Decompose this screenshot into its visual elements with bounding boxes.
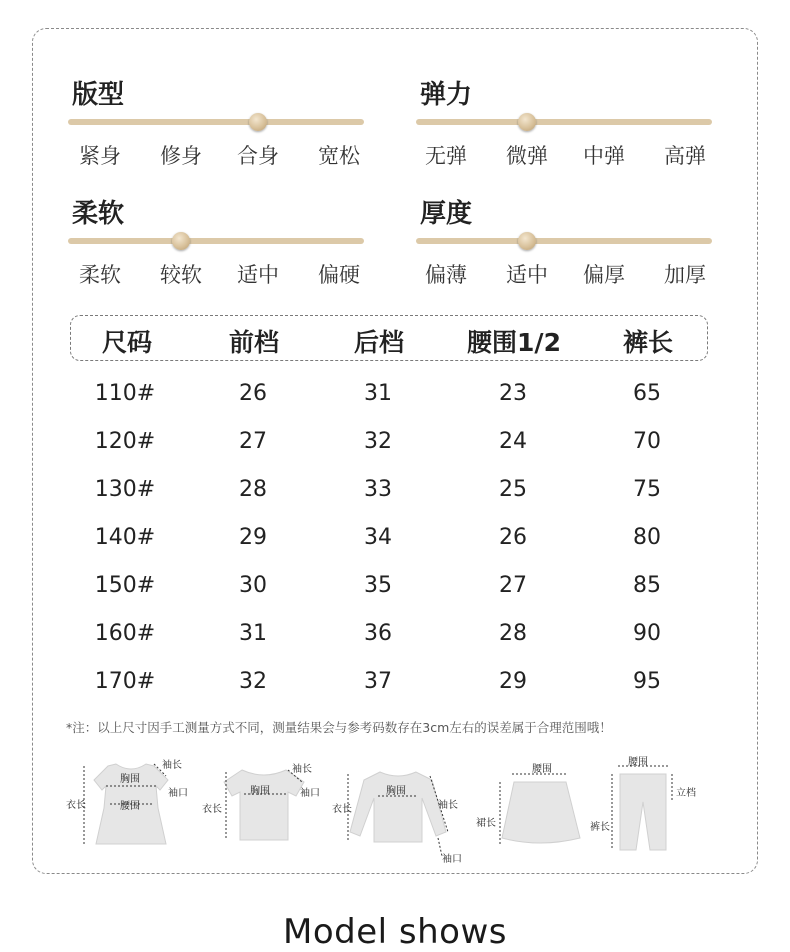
attribute-title: 厚度 bbox=[420, 199, 473, 229]
label-waist: 腰围 bbox=[532, 764, 552, 775]
attribute-option: 无弹 bbox=[425, 144, 467, 168]
attribute-title: 版型 bbox=[72, 80, 125, 110]
diagram-tshirt bbox=[200, 752, 330, 862]
header-pants-length: 裤长 bbox=[622, 328, 674, 357]
label-chest: 胸围 bbox=[386, 786, 406, 797]
attribute-option: 适中 bbox=[506, 263, 548, 287]
cell-size: 140# bbox=[94, 525, 156, 550]
attribute-option: 合身 bbox=[237, 144, 279, 168]
cell-pants-length: 90 bbox=[633, 621, 661, 646]
header-back-rise: 后档 bbox=[353, 328, 405, 357]
attribute-indicator bbox=[518, 113, 536, 131]
cell-size: 170# bbox=[94, 669, 156, 694]
cell-half-waist: 27 bbox=[499, 573, 527, 598]
cell-half-waist: 26 bbox=[499, 525, 527, 550]
label-cuff: 袖口 bbox=[168, 788, 188, 799]
cell-front-rise: 31 bbox=[239, 621, 267, 646]
size-table-header bbox=[70, 315, 708, 361]
label-length: 衣长 bbox=[332, 804, 352, 815]
attribute-title: 弹力 bbox=[420, 80, 473, 110]
diagram-sweater bbox=[330, 752, 480, 865]
label-sleeve-length: 袖长 bbox=[438, 800, 458, 811]
cell-size: 160# bbox=[94, 621, 156, 646]
cell-pants-length: 85 bbox=[633, 573, 661, 598]
attribute-option: 适中 bbox=[237, 263, 279, 287]
measurement-note: *注：以上尺寸因手工测量方式不同，测量结果会与参考码数存在3cm左右的误差属于合理范围哦！ bbox=[66, 720, 612, 735]
cell-pants-length: 65 bbox=[633, 381, 661, 406]
cell-size: 150# bbox=[94, 573, 156, 598]
cell-pants-length: 70 bbox=[633, 429, 661, 454]
attribute-option: 偏厚 bbox=[583, 263, 625, 287]
attribute-option: 加厚 bbox=[664, 263, 706, 287]
pants-icon bbox=[586, 752, 716, 862]
diagram-pants bbox=[586, 752, 716, 862]
cell-front-rise: 29 bbox=[239, 525, 267, 550]
table-row bbox=[0, 381, 790, 421]
cell-size: 130# bbox=[94, 477, 156, 502]
cell-back-rise: 33 bbox=[364, 477, 392, 502]
attribute-indicator bbox=[518, 232, 536, 250]
cell-half-waist: 23 bbox=[499, 381, 527, 406]
section-title: Model shows bbox=[283, 912, 507, 952]
cell-half-waist: 28 bbox=[499, 621, 527, 646]
diagram-dress bbox=[66, 752, 196, 862]
table-row bbox=[0, 573, 790, 613]
attribute-indicator bbox=[172, 232, 190, 250]
attribute-title: 柔软 bbox=[72, 199, 125, 229]
cell-pants-length: 95 bbox=[633, 669, 661, 694]
attribute-track bbox=[68, 119, 364, 125]
label-length: 裤长 bbox=[590, 822, 610, 833]
label-rise: 立档 bbox=[676, 788, 696, 799]
attribute-option: 微弹 bbox=[506, 144, 548, 168]
cell-pants-length: 80 bbox=[633, 525, 661, 550]
cell-back-rise: 36 bbox=[364, 621, 392, 646]
table-row bbox=[0, 669, 790, 709]
label-length: 裙长 bbox=[476, 818, 496, 829]
label-sleeve-length: 袖长 bbox=[162, 760, 182, 771]
cell-half-waist: 25 bbox=[499, 477, 527, 502]
attribute-option: 较软 bbox=[160, 263, 202, 287]
cell-back-rise: 31 bbox=[364, 381, 392, 406]
header-half-waist: 腰围1/2 bbox=[467, 328, 561, 357]
cell-front-rise: 32 bbox=[239, 669, 267, 694]
cell-back-rise: 35 bbox=[364, 573, 392, 598]
cell-front-rise: 26 bbox=[239, 381, 267, 406]
attribute-track bbox=[68, 238, 364, 244]
table-row bbox=[0, 525, 790, 565]
cell-half-waist: 29 bbox=[499, 669, 527, 694]
cell-back-rise: 37 bbox=[364, 669, 392, 694]
cell-back-rise: 32 bbox=[364, 429, 392, 454]
label-length: 衣长 bbox=[66, 800, 86, 811]
cell-half-waist: 24 bbox=[499, 429, 527, 454]
cell-pants-length: 75 bbox=[633, 477, 661, 502]
label-chest: 胸围 bbox=[120, 774, 140, 785]
attribute-option: 偏薄 bbox=[425, 263, 467, 287]
label-cuff: 袖口 bbox=[442, 854, 462, 865]
attribute-option: 偏硬 bbox=[318, 263, 360, 287]
attribute-option: 紧身 bbox=[79, 144, 121, 168]
attribute-indicator bbox=[249, 113, 267, 131]
cell-size: 120# bbox=[94, 429, 156, 454]
attribute-track bbox=[416, 238, 712, 244]
label-waist: 腰围 bbox=[120, 801, 140, 812]
table-row bbox=[0, 477, 790, 517]
diagram-skirt bbox=[474, 752, 594, 862]
label-waist: 腰围 bbox=[628, 757, 648, 768]
attribute-option: 中弹 bbox=[583, 144, 625, 168]
label-cuff: 袖口 bbox=[300, 788, 320, 799]
header-front-rise: 前档 bbox=[228, 328, 280, 357]
cell-size: 110# bbox=[94, 381, 156, 406]
table-row bbox=[0, 621, 790, 661]
attribute-option: 宽松 bbox=[318, 144, 360, 168]
label-sleeve-length: 袖长 bbox=[292, 764, 312, 775]
attribute-track bbox=[416, 119, 712, 125]
attribute-option: 修身 bbox=[160, 144, 202, 168]
attribute-option: 柔软 bbox=[79, 263, 121, 287]
cell-front-rise: 30 bbox=[239, 573, 267, 598]
header-size: 尺码 bbox=[101, 328, 153, 357]
cell-front-rise: 27 bbox=[239, 429, 267, 454]
table-row bbox=[0, 429, 790, 469]
label-chest: 胸围 bbox=[250, 786, 270, 797]
cell-back-rise: 34 bbox=[364, 525, 392, 550]
attribute-option: 高弹 bbox=[664, 144, 706, 168]
cell-front-rise: 28 bbox=[239, 477, 267, 502]
label-length: 衣长 bbox=[202, 804, 222, 815]
